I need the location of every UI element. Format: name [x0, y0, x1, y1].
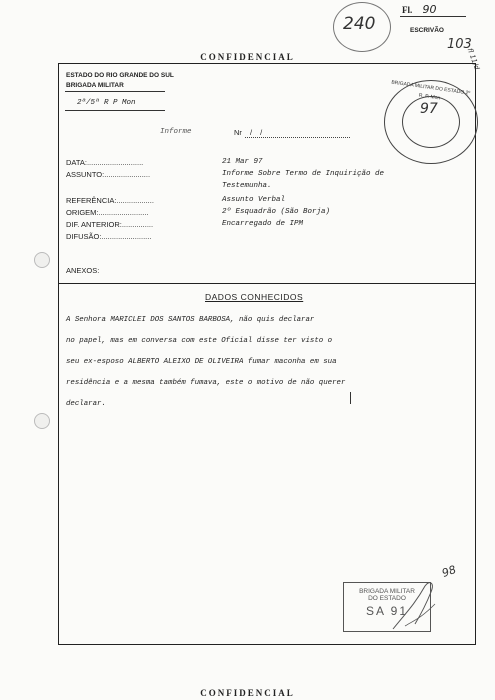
field-label-dif-anterior: DIF. ANTERIOR:............... [66, 220, 154, 229]
field-value-origem: 2º Esquadrão (São Borja) [222, 208, 331, 216]
field-value-assunto-cont: Testemunha. [222, 182, 272, 190]
folio-label: Fl. 90 [402, 3, 437, 16]
round-stamp-number: 97 [420, 101, 438, 117]
field-label-difusao: DIFUSÃO:........................ [66, 232, 152, 241]
header-divider [58, 283, 476, 284]
nr-label: Nr [234, 128, 242, 137]
escrivao-label: ESCRIVÃO [410, 27, 444, 34]
signature-mark: 98 [440, 562, 458, 581]
field-label-referencia: REFERÊNCIA:.................. [66, 196, 154, 205]
pen-mark [350, 392, 351, 404]
hand-folio-number: 240 [343, 14, 376, 34]
informe-label: Informe [160, 128, 192, 136]
field-value-assunto: Informe Sobre Termo de Inquirição de [222, 170, 385, 178]
signature-scribble-icon [385, 574, 445, 634]
nr-value: / / [250, 128, 266, 137]
org-unit: 2ª/5ª R P Mon [77, 99, 136, 107]
punch-hole-top [34, 252, 50, 268]
org-line-2: BRIGADA MILITAR [66, 82, 124, 89]
field-value-dif-anterior: Encarregado de IPM [222, 220, 304, 228]
body-line-4: residência e a mesma também fumava, este o motivo de não querer [66, 379, 346, 387]
rect-stamp: BRIGADA MILITAR DO ESTADO SA 91 [343, 582, 431, 632]
field-value-data: 21 Mar 97 [222, 158, 263, 166]
org-line-1: ESTADO DO RIO GRANDE DO SUL [66, 72, 174, 79]
section-title: DADOS CONHECIDOS [205, 292, 304, 302]
body-line-5: declarar. [66, 400, 106, 408]
confidential-top: CONFIDENCIAL [200, 52, 295, 62]
field-value-referencia: Assunto Verbal [222, 196, 286, 204]
hand-number-right: 103 [447, 37, 472, 52]
body-line-1: A Senhora MARICLEI DOS SANTOS BARBOSA, não quis declarar [66, 316, 315, 324]
round-stamp-text: BRIGADA MILITAR DO ESTADO 2º R. P. Mon [390, 79, 471, 102]
punch-hole-bottom [34, 413, 50, 429]
confidential-bottom: CONFIDENCIAL [200, 688, 295, 698]
hand-note-right: fl 11/d [465, 47, 481, 71]
field-label-origem: ORIGEM:........................ [66, 208, 149, 217]
field-label-data: DATA:........................... [66, 158, 144, 167]
anexos-label: ANEXOS: [66, 266, 100, 275]
field-label-assunto: ASSUNTO:...................... [66, 170, 151, 179]
body-line-3: seu ex-esposo ALBERTO ALEIXO DE OLIVEIRA fumar maconha em sua [66, 358, 337, 366]
body-line-2: no papel, mas em conversa com este Oficial disse ter visto o [66, 337, 333, 345]
